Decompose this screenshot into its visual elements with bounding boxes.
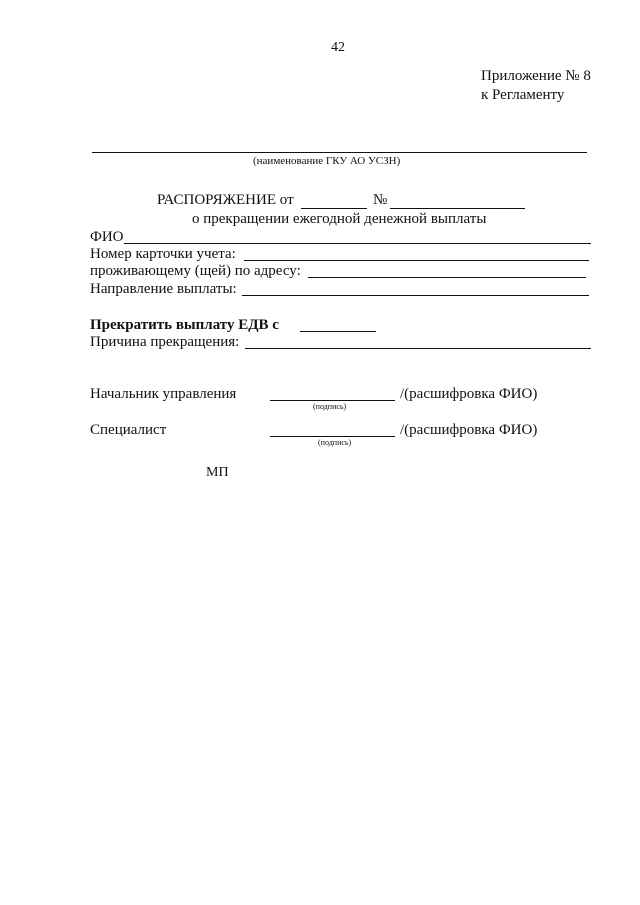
stamp-place: МП bbox=[206, 465, 229, 480]
head-signature-caption: (подпись) bbox=[313, 402, 347, 411]
stop-reason-label: Причина прекращения: bbox=[90, 334, 240, 350]
head-signature-line bbox=[270, 400, 395, 401]
head-title: Начальник управления bbox=[90, 386, 237, 402]
address-field-line bbox=[308, 277, 586, 278]
order-number-line bbox=[390, 208, 525, 209]
order-subtitle: о прекращении ежегодной денежной выплаты bbox=[192, 211, 487, 227]
stop-date-line bbox=[300, 331, 376, 332]
order-title: РАСПОРЯЖЕНИЕ от bbox=[157, 192, 294, 208]
payment-direction-field-line bbox=[242, 295, 589, 296]
stop-payment-label: Прекратить выплату ЕДВ с bbox=[90, 317, 279, 333]
address-label: проживающему (щей) по адресу: bbox=[90, 263, 301, 279]
card-number-field-line bbox=[244, 260, 589, 261]
specialist-signature-caption: (подпись) bbox=[318, 438, 352, 447]
fio-label: ФИО bbox=[90, 229, 124, 245]
appendix-line-2: к Регламенту bbox=[481, 87, 565, 103]
specialist-decode: /(расшифровка ФИО) bbox=[400, 422, 538, 438]
order-date-line bbox=[301, 208, 367, 209]
specialist-title: Специалист bbox=[90, 422, 167, 438]
order-number-sign: № bbox=[373, 192, 388, 208]
fio-field-line bbox=[124, 243, 591, 244]
appendix-line-1: Приложение № 8 bbox=[481, 68, 591, 84]
org-name-line bbox=[92, 152, 587, 153]
page-number: 42 bbox=[331, 40, 345, 55]
specialist-signature-line bbox=[270, 436, 395, 437]
head-decode: /(расшифровка ФИО) bbox=[400, 386, 538, 402]
payment-direction-label: Направление выплаты: bbox=[90, 281, 237, 297]
stop-reason-field-line bbox=[245, 348, 591, 349]
org-name-caption: (наименование ГКУ АО УСЗН) bbox=[253, 155, 401, 167]
card-number-label: Номер карточки учета: bbox=[90, 246, 236, 262]
